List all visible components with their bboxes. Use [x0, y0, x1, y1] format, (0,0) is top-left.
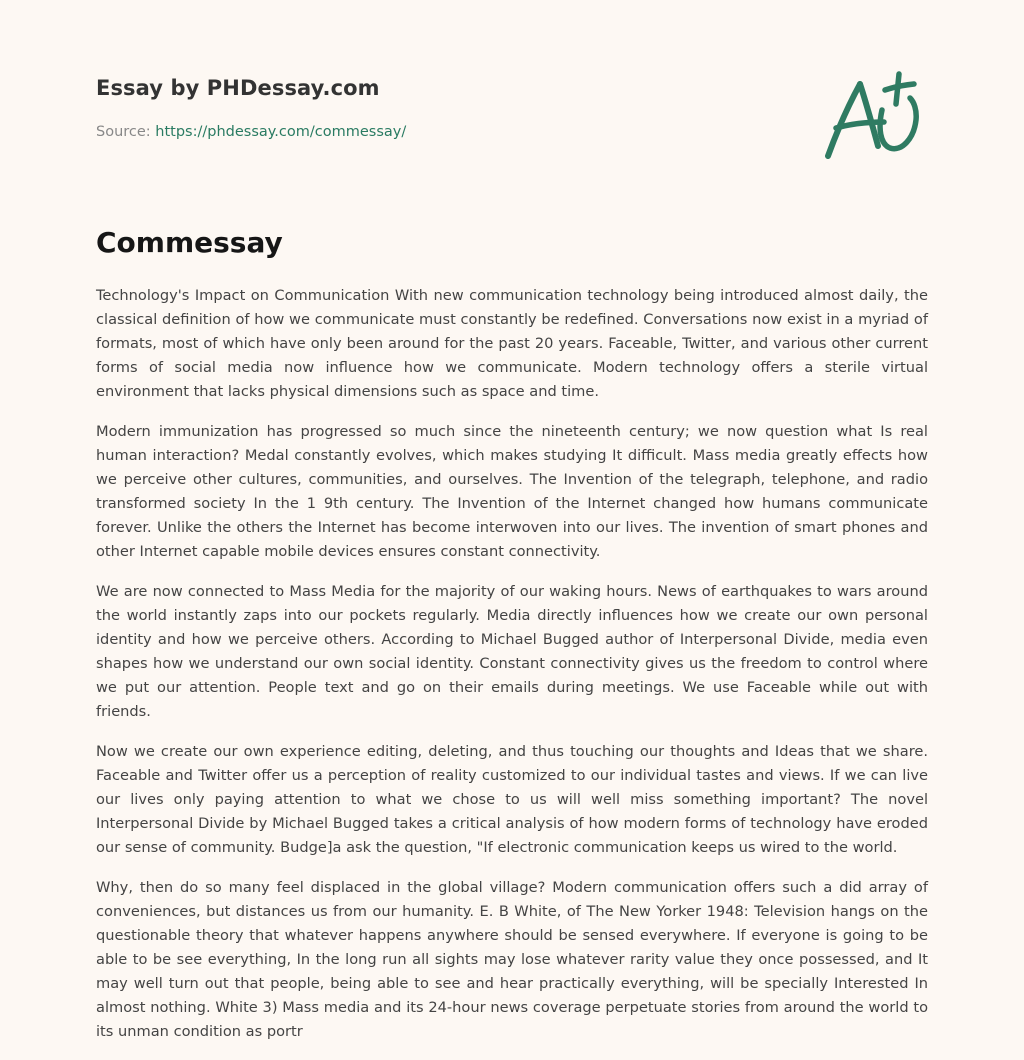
essay-paragraph: Technology's Impact on Communication With new communication technology being introduced almost daily, the classical definition of how we communicate must constantly be redefined. Conversations now exist in a myriad of formats, most of which have only been around for the past 20 years. Faceable, Twitter, and various other current forms of social media now influence how we communicate. Modern technology offers a sterile virtual environment that lacks physical dimensions such as space and time. [96, 287, 928, 400]
source-link[interactable]: https://phdessay.com/commessay/ [155, 124, 407, 140]
a-plus-grade-icon [822, 68, 924, 164]
page-header [96, 0, 928, 200]
essay-page [96, 0, 928, 1040]
source-line [96, 124, 406, 140]
essay-paragraph: We are now connected to Mass Media for the majority of our waking hours. News of earthquakes to wars around the world instantly zaps into our pockets regularly. Media directly influences how we create our own personal identity and how we perceive others. According to Michael Bugged author of Interpersonal Divide, media even shapes how we understand our own social identity. Constant connectivity gives us the freedom to control where we put our attention. People text and go on their emails during meetings. We use Faceable while out with friends. [96, 583, 928, 720]
source-label: Source: [96, 124, 151, 140]
essay-paragraph: Why, then do so many feel displaced in the global village? Modern communication offers such a did array of conveniences, but distances us from our humanity. E. B White, of The New Yorker 1948: Television hangs on the questionable theory that whatever happens anywhere should be sensed everywhere. If everyone is going to be able to be see everything, In the long run all sights may lose whatever rarity value they once possessed, and It may well turn out that people, being able to see and hear practically everything, will be specially Interested In almost nothing. White 3) Mass media and its 24-hour news coverage perpetuate stories from around the world to its unman condition as portr [96, 879, 928, 1040]
essay-body [96, 284, 928, 1060]
brand-title: Essay by PHDessay.com [96, 76, 380, 100]
essay-paragraph: Modern immunization has progressed so much since the nineteenth century; we now question what Is real human interaction? Medal constantly evolves, which makes studying It difficult. Mass media greatly effects how we perceive other cultures, communities, and ourselves. The Invention of the telegraph, telephone, and radio transformed society In the 1 9th century. The Invention of the Internet changed how humans communicate forever. Unlike the others the Internet has become interwoven into our lives. The invention of smart phones and other Internet capable mobile devices ensures constant connectivity. [96, 423, 928, 560]
document-title: Commessay [96, 226, 283, 259]
essay-paragraph: Now we create our own experience editing, deleting, and thus touching our thoughts and Ideas that we share. Faceable and Twitter offer us a perception of reality customized to our individual tastes and views. If we can live our lives only paying attention to what we chose to us will well miss something important? The novel Interpersonal Divide by Michael Bugged takes a critical analysis of how modern forms of technology have eroded our sense of community. Budge]a ask the question, "If electronic communication keeps us wired to the world. [96, 743, 928, 856]
